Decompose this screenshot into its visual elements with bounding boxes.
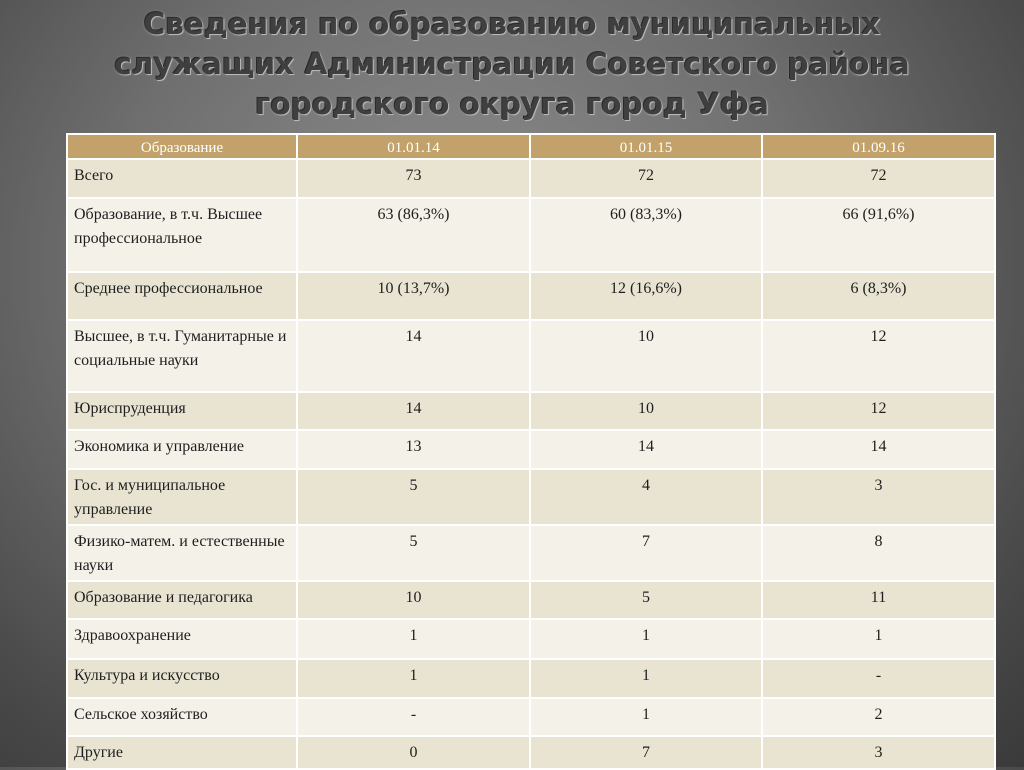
table-row [67, 198, 995, 272]
row-label: Среднее профессиональное [67, 272, 297, 320]
title-line-1: Сведения по образованию муниципальных [143, 7, 881, 41]
table-row [67, 320, 995, 392]
row-label: Гос. и муниципальное управление [67, 469, 297, 525]
cell-value: 72 [762, 159, 995, 198]
cell-value: 5 [297, 525, 530, 581]
table-row [67, 392, 995, 430]
table-row [67, 469, 995, 525]
table-row [67, 525, 995, 581]
cell-value: 73 [297, 159, 530, 198]
cell-value: 10 [297, 581, 530, 619]
cell-value: 14 [297, 320, 530, 392]
table-row [67, 698, 995, 736]
header-date-2015: 01.01.15 [530, 134, 762, 159]
row-label: Физико-матем. и естественные науки [67, 525, 297, 581]
cell-value: 10 [530, 320, 762, 392]
cell-value: 1 [530, 698, 762, 736]
title-line-2: служащих Администрации Советского района [114, 47, 910, 81]
title-line-3: городского округа город Уфа [255, 87, 769, 121]
cell-value: 2 [762, 698, 995, 736]
cell-value: 1 [530, 619, 762, 659]
cell-value: 1 [297, 619, 530, 659]
cell-value: 72 [530, 159, 762, 198]
row-label: Другие [67, 736, 297, 769]
cell-value: 66 (91,6%) [762, 198, 995, 272]
row-label: Культура и искусство [67, 659, 297, 698]
cell-value: 5 [530, 581, 762, 619]
cell-value: 8 [762, 525, 995, 581]
cell-value: 3 [762, 469, 995, 525]
row-label: Юриспруденция [67, 392, 297, 430]
row-label: Сельское хозяйство [67, 698, 297, 736]
table-row [67, 736, 995, 769]
table-row [67, 430, 995, 469]
cell-value: - [297, 698, 530, 736]
cell-value: 14 [297, 392, 530, 430]
cell-value: 12 [762, 320, 995, 392]
education-table [66, 133, 996, 770]
row-label: Высшее, в т.ч. Гуманитарные и социальные науки [67, 320, 297, 392]
cell-value: 1 [297, 659, 530, 698]
cell-value: 4 [530, 469, 762, 525]
table-row [67, 619, 995, 659]
cell-value: 0 [297, 736, 530, 769]
cell-value: 60 (83,3%) [530, 198, 762, 272]
cell-value: 6 (8,3%) [762, 272, 995, 320]
cell-value: 10 (13,7%) [297, 272, 530, 320]
cell-value: 12 (16,6%) [530, 272, 762, 320]
slide-title [40, 4, 984, 124]
cell-value: 13 [297, 430, 530, 469]
header-date-2014: 01.01.14 [297, 134, 530, 159]
row-label: Экономика и управление [67, 430, 297, 469]
cell-value: 14 [530, 430, 762, 469]
cell-value: 14 [762, 430, 995, 469]
row-label: Здравоохранение [67, 619, 297, 659]
row-label: Образование и педагогика [67, 581, 297, 619]
cell-value: 1 [530, 659, 762, 698]
table-row [67, 272, 995, 320]
cell-value: 5 [297, 469, 530, 525]
cell-value: 7 [530, 525, 762, 581]
table-row [67, 659, 995, 698]
header-date-2016: 01.09.16 [762, 134, 995, 159]
row-label: Образование, в т.ч. Высшее профессиональное [67, 198, 297, 272]
cell-value: - [762, 659, 995, 698]
table-row [67, 159, 995, 198]
cell-value: 63 (86,3%) [297, 198, 530, 272]
cell-value: 1 [762, 619, 995, 659]
cell-value: 12 [762, 392, 995, 430]
cell-value: 11 [762, 581, 995, 619]
table-row [67, 581, 995, 619]
header-education: Образование [67, 134, 297, 159]
cell-value: 3 [762, 736, 995, 769]
cell-value: 10 [530, 392, 762, 430]
table-header-row [67, 134, 995, 159]
cell-value: 7 [530, 736, 762, 769]
row-label: Всего [67, 159, 297, 198]
